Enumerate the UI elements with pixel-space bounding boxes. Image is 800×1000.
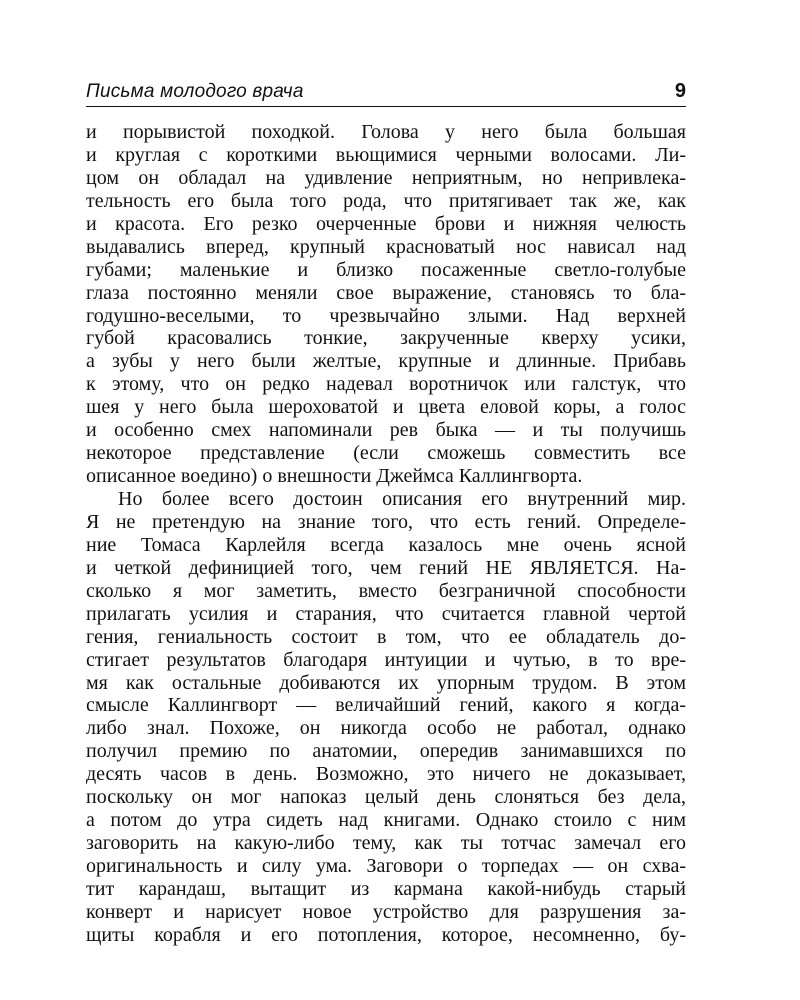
text-line: стигает результатов благодаря интуиции и чутью, в то вре- [86, 648, 686, 671]
text-line: заговорить на какую-либо тему, как ты тотчас замечал его [86, 832, 686, 855]
text-line: и красота. Его резко очерченные брови и нижняя челюсть [86, 212, 686, 235]
page-number: 9 [674, 80, 686, 102]
text-line: получил премию по анатомии, опередив занимавшихся по [86, 740, 686, 763]
text-line: а потом до утра сидеть над книгами. Однако стоило с ним [86, 809, 686, 832]
text-line: гения, гениальность состоит в том, что ее обладатель до- [86, 625, 686, 648]
text-line: годушно-веселыми, то чрезвычайно злыми. Над верхней [86, 304, 686, 327]
text-line: тельность его была того рода, что притягивает так же, как [86, 189, 686, 212]
text-line: и особенно смех напоминали рев быка — и ты получишь [86, 419, 686, 442]
text-line: прилагать усилия и старания, что считается главной чертой [86, 602, 686, 625]
text-line: а зубы у него были желтые, крупные и длинные. Прибавь [86, 350, 686, 373]
running-header [86, 78, 686, 107]
text-line: конверт и нарисует новое устройство для разрушения за- [86, 900, 686, 923]
text-line: выдавались вперед, крупный красноватый нос нависал над [86, 235, 686, 258]
text-line: десять часов в день. Возможно, это ничего не доказывает, [86, 763, 686, 786]
text-line: либо знал. Похоже, он никогда особо не работал, однако [86, 717, 686, 740]
text-line: мя как остальные добиваются их упорным трудом. В этом [86, 671, 686, 694]
text-line: ние Томаса Карлейля всегда казалось мне очень ясной [86, 533, 686, 556]
text-line: поскольку он мог напоказ целый день слоняться без дела, [86, 786, 686, 809]
text-line: тит карандаш, вытащит из кармана какой-нибудь старый [86, 877, 686, 900]
text-line: шея у него была шероховатой и цвета еловой коры, а голос [86, 396, 686, 419]
text-line: сколько я мог заметить, вместо безграничной способности [86, 579, 686, 602]
text-line: цом он обладал на удивление неприятным, но непривлека- [86, 166, 686, 189]
text-line: губами; маленькие и близко посаженные светло-голубые [86, 258, 686, 281]
text-line: Я не претендую на знание того, что есть гений. Определе- [86, 510, 686, 533]
running-title: Письма молодого врача [86, 81, 304, 102]
text-line: губой красовались тонкие, закрученные кверху усики, [86, 327, 686, 350]
text-line: и порывистой походкой. Голова у него была большая [86, 121, 686, 143]
text-line: щиты корабля и его потопления, которое, несомненно, бу- [86, 923, 686, 946]
body-text [86, 121, 686, 947]
text-line: оригинальность и силу ума. Заговори о торпедах — он схва- [86, 855, 686, 877]
text-line: смысле Каллингворт — величайший гений, какого я когда- [86, 694, 686, 717]
book-page [86, 78, 686, 947]
text-line: и четкой дефиницией того, чем гений НЕ ЯВЛЯЕТСЯ. На- [86, 556, 686, 579]
text-line: некоторое представление (если сможешь совместить все [86, 442, 686, 465]
text-line: и круглая с короткими вьющимися черными волосами. Ли- [86, 143, 686, 166]
text-line: глаза постоянно меняли свое выражение, становясь то бла- [86, 281, 686, 304]
paragraph-last-line: описанное воедино) о внешности Джеймса Каллингворта. [86, 465, 583, 488]
paragraph-first-line: Но более всего достоин описания его внутренний мир. [118, 488, 686, 510]
text-line: к этому, что он редко надевал воротничок или галстук, что [86, 373, 686, 396]
